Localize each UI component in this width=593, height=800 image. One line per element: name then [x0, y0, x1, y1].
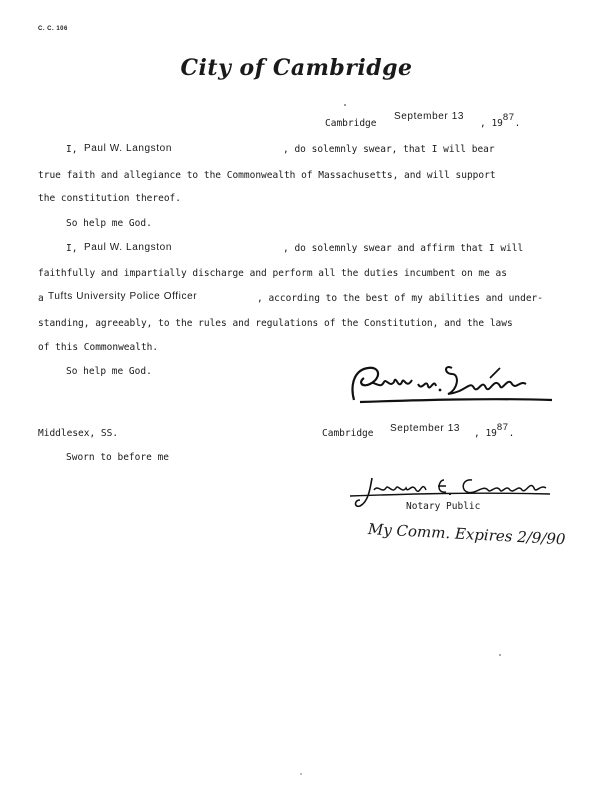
dateline-month-day: September 13: [394, 111, 465, 122]
dateline-end: .: [514, 118, 521, 129]
dateline-year-prefix: , 19: [480, 118, 503, 129]
jurat-year-prefix: , 19: [474, 428, 497, 439]
oath2-line2: faithfully and impartially discharge and perform all the duties incumbent on me as: [38, 268, 507, 279]
oath1-closing: So help me God.: [66, 218, 152, 229]
oath1-line2: true faith and allegiance to the Commonwealth of Massachusetts, and will support: [38, 170, 496, 181]
oath2-line3-prefix: a: [38, 293, 44, 304]
dateline-year-suffix: 87: [502, 112, 515, 123]
jurat-month-day: September 13: [390, 423, 461, 434]
oath2-line1: , do solemnly swear and affirm that I will: [283, 243, 524, 254]
jurat-year-suffix: 87: [496, 422, 509, 433]
oath2-line4: standing, agreeably, to the rules and regulations of the Constitution, and the laws: [38, 318, 513, 329]
jurat-sworn: Sworn to before me: [66, 452, 169, 463]
oath2-position: Tufts University Police Officer: [48, 291, 198, 302]
oath2-pronoun: I,: [66, 243, 78, 254]
jurat-end: .: [508, 428, 515, 439]
notary-title: Notary Public: [406, 501, 481, 512]
jurat-county: Middlesex, SS.: [38, 428, 119, 439]
oath2-line5: of this Commonwealth.: [38, 342, 159, 353]
dateline-place: Cambridge: [325, 118, 377, 129]
oath1-pronoun: I,: [66, 144, 78, 155]
oath1-name: Paul W. Langston: [84, 143, 172, 154]
scan-speck: [300, 773, 302, 775]
jurat-place: Cambridge: [322, 428, 374, 439]
scan-speck: [344, 104, 346, 106]
oath1-line3: the constitution thereof.: [38, 193, 181, 204]
oath2-closing: So help me God.: [66, 366, 152, 377]
affiant-signature: [340, 360, 555, 410]
oath2-line3: , according to the best of my abilities and under-: [257, 293, 543, 304]
dateline-year: [480, 112, 521, 130]
form-code: C. C. 106: [38, 26, 68, 32]
oath1-line1: , do solemnly swear, that I will bear: [283, 144, 495, 155]
jurat-year: [474, 422, 515, 440]
page-title: City of Cambridge: [180, 55, 413, 81]
scan-speck: [499, 654, 501, 656]
notary-commission: My Comm. Expires 2/9/90: [367, 520, 566, 549]
oath2-name: Paul W. Langston: [84, 242, 172, 253]
